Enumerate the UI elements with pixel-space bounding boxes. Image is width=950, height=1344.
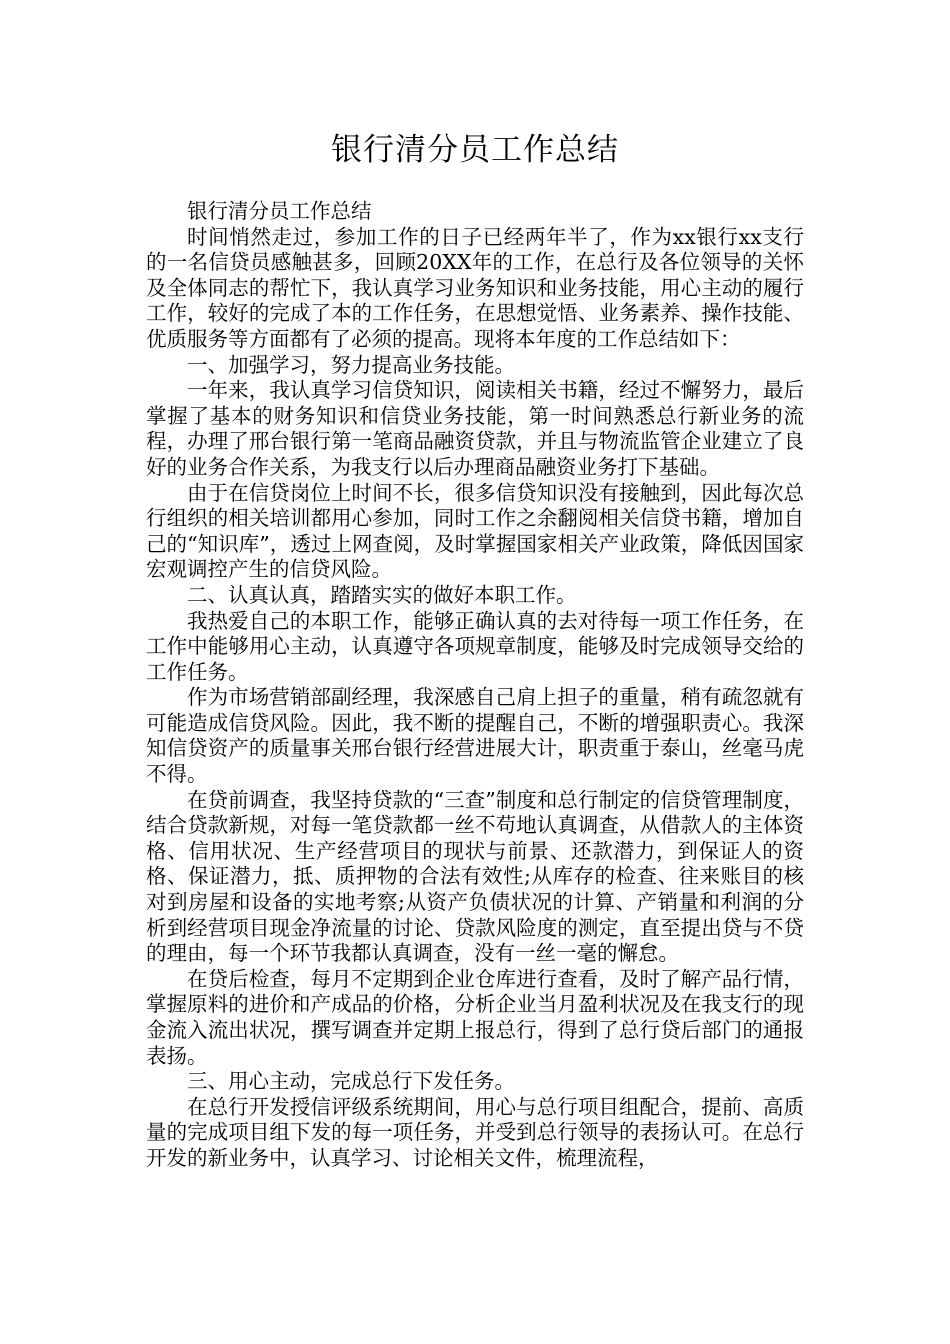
paragraph: 由于在信贷岗位上时间不长，很多信贷知识没有接触到，因此每次总行组织的相关培训都用心参加，同时工作之余翻阅相关信贷书籍，增加自己的“知识库”，透过上网查阅，及时掌握国家相关产业政策，降低因国家宏观调控产生的信贷风险。 xyxy=(146,480,804,582)
section-heading-3: 三、用心主动，完成总行下发任务。 xyxy=(187,1069,515,1094)
paragraph: 在总行开发授信评级系统期间，用心与总行项目组配合，提前、高质量的完成项目组下发的每一项任务，并受到总行领导的表扬认可。在总行开发的新业务中，认真学习、讨论相关文件，梳理流程， xyxy=(146,1094,804,1170)
paragraph-subtitle: 银行清分员工作总结 xyxy=(187,199,372,223)
section-heading-1: 一、加强学习，努力提高业务技能。 xyxy=(187,352,515,377)
document-body xyxy=(146,199,804,1172)
paragraph: 在贷后检查，每月不定期到企业仓库进行查看，及时了解产品行情，掌握原料的进价和产成品的价格，分析企业当月盈利状况及在我支行的现金流入流出状况，撰写调查并定期上报总行，得到了总行贷后部门的通报表扬。 xyxy=(146,966,804,1068)
document-title: 银行清分员工作总结 xyxy=(331,132,619,168)
paragraph: 一年来，我认真学习信贷知识，阅读相关书籍，经过不懈努力，最后掌握了基本的财务知识和信贷业务技能，第一时间熟悉总行新业务的流程，办理了邢台银行第一笔商品融资贷款，并且与物流监管企业建立了良好的业务合作关系，为我支行以后办理商品融资业务打下基础。 xyxy=(146,378,804,479)
section-heading-2: 二、认真认真，踏踏实实的做好本职工作。 xyxy=(187,582,577,607)
paragraph: 作为市场营销部副经理，我深感自己肩上担子的重量，稍有疏忽就有可能造成信贷风险。因此，我不断的提醒自己，不断的增强职责心。我深知信贷资产的质量事关邢台银行经营进展大计，职责重于泰山，丝毫马虎不得。 xyxy=(146,685,804,787)
paragraph: 我热爱自己的本职工作，能够正确认真的去对待每一项工作任务，在工作中能够用心主动，认真遵守各项规章制度，能够及时完成领导交给的工作任务。 xyxy=(146,608,804,684)
paragraph-intro: 时间悄然走过，参加工作的日子已经两年半了，作为xx银行xx支行的一名信贷员感触甚多，回顾20XX年的工作，在总行及各位领导的关怀及全体同志的帮忙下，我认真学习业务知识和业务技能，用心主动的履行工作，较好的完成了本的工作任务，在思想觉悟、业务素养、操作技能、优质服务等方面都有了必须的提高。现将本年度的工作总结如下： xyxy=(146,224,804,351)
paragraph: 在贷前调查，我坚持贷款的“三查”制度和总行制定的信贷管理制度，结合贷款新规，对每一笔贷款都一丝不苟地认真调查，从借款人的主体资格、信用状况、生产经营项目的现状与前景、还款潜力，到保证人的资格、保证潜力，抵、质押物的合法有效性;从库存的检查、往来账目的核对到房屋和设备的实地考察;从资产负债状况的计算、产销量和利润的分析到经营项目现金净流量的讨论、贷款风险度的测定，直至提出贷与不贷的理由，每一个环节我都认真调查，没有一丝一毫的懈怠。 xyxy=(146,787,804,966)
